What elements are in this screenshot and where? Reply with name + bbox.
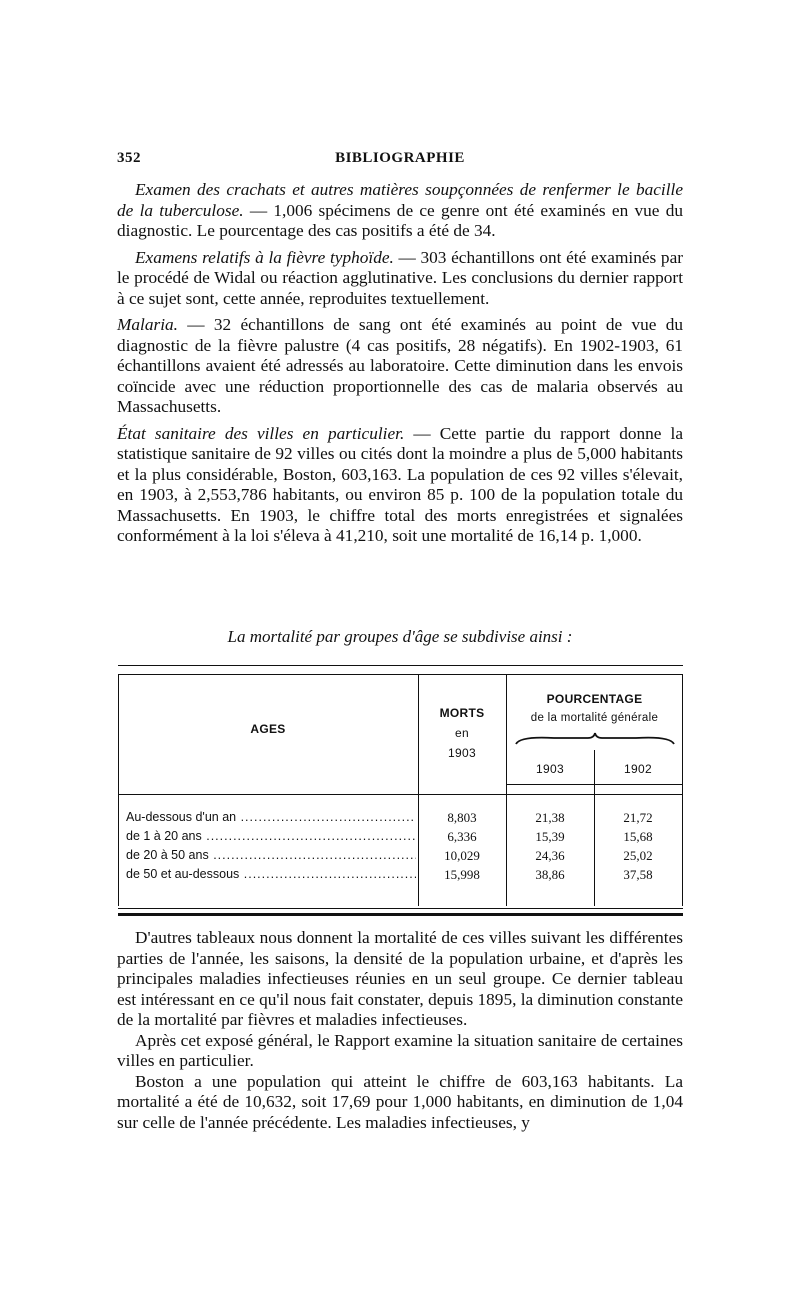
pct-1903-value: 24,36 — [535, 848, 565, 863]
paragraph-sanitary-state — [117, 424, 683, 547]
paragraph-typhoid — [117, 248, 683, 310]
pct-1903-value: 38,86 — [535, 867, 565, 882]
header-ages: AGES — [250, 722, 286, 736]
paragraph-other-tables: D'autres tableaux nous donnent la mortalité de ces villes suivant les différentes parties de l'année, les saisons, la densité de la population urbaine, et d'après les principales maladies infectieuses réunies en un seul groupe. Ce dernier tableau est intéressant en ce qu'il nous fait constater, depuis 1895, la diminution constante de la mortalité par fièvres et maladies infectieuses. — [117, 928, 683, 1029]
paragraph-boston: Boston a une population qui atteint le chiffre de 603,163 habitants. La mortalité a été de 10,632, soit 17,69 pour 1,000 habitants, en diminution de 1,04 sur celle de l'année précédente. Les maladies infectieuses, y — [117, 1071, 683, 1132]
header-year-1903: 1903 — [536, 762, 564, 776]
table-row — [118, 810, 683, 828]
paragraph-body: — 1,006 spécimens de ce genre ont été examinés en vue du diagnostic. Le pourcentage des cas positifs a été de 34. — [117, 200, 683, 240]
paragraph-general-overview: Après cet exposé général, le Rapport examine la situation sanitaire de certaines villes en particulier. — [117, 1030, 683, 1070]
deaths-value: 8,803 — [447, 810, 477, 825]
paragraph-sputum — [117, 180, 683, 242]
pct-1902-value: 37,58 — [623, 867, 653, 882]
header-year-1902: 1902 — [624, 762, 652, 776]
header-morts: MORTS — [439, 706, 485, 720]
page-number: 352 — [117, 150, 141, 166]
pct-1903-value: 15,39 — [535, 829, 565, 844]
paragraph-lead: Examen des crachats et autres matières soupçonnées de renfermer le bacille de la tuberculose. — [117, 180, 683, 220]
table-row — [118, 848, 683, 866]
age-label: de 50 et au-dessous ..... — [126, 867, 416, 881]
deaths-value: 15,998 — [444, 867, 480, 882]
paragraph-lead: Examens relatifs à la fièvre typhoïde. — [135, 247, 394, 267]
header-pourcentage: POURCENTAGE — [546, 692, 643, 706]
table-caption: La mortalité par groupes d'âge se subdivise ainsi : — [227, 627, 573, 646]
header-morts-year: 1903 — [448, 746, 476, 760]
body-text-upper — [117, 180, 683, 547]
table-row — [118, 829, 683, 847]
paragraph-body: — 303 échantillons ont été examinés par le procédé de Widal ou réaction agglutinative. Les conclusions du dernier rapport à ce sujet sont, cette année, reproduites textuellement. — [117, 247, 683, 308]
page-header — [117, 150, 683, 174]
paragraph-lead: État sanitaire des villes en particulier. — [117, 423, 405, 443]
mortality-table — [118, 665, 683, 916]
header-morts-en: en — [455, 726, 469, 740]
age-label: de 1 à 20 ans ..... — [126, 829, 416, 843]
header-mortalite-generale: de la mortalité générale — [530, 712, 659, 724]
paragraph-lead: Malaria. — [117, 315, 178, 334]
age-label: Au-dessous d'un an ..... — [126, 810, 416, 824]
paragraph-body: — Cette partie du rapport donne la statistique sanitaire de 92 villes ou cités dont la moindre a plus de 5,000 habitants et la plus considérable, Boston, 603,163. La population de ces 92 villes s'élevait, en 1903, à 2,553,786 habitants, ou environ 85 p. 100 de la population totale du Massachusetts. En 1903, le chiffre total des morts enregistrées et signalées conformément à la loi s'éleva à 41,210, soit une mortalité de 16,14 p. 1,000. — [117, 423, 683, 545]
header-bottom-rule — [118, 794, 683, 795]
deaths-value: 6,336 — [447, 829, 477, 844]
pct-1902-value: 15,68 — [623, 829, 653, 844]
age-label: de 20 à 50 ans ..... — [126, 848, 416, 862]
paragraph-body: — 32 échantillons de sang ont été examinés au point de vue du diagnostic de la fièvre palustre (4 cas positifs, 28 négatifs). En 1902-1903, 61 échantillons avaient été adressés au laboratoire. Cette diminution dans les envois coïncide avec une réduction proportionnelle des cas de malaria observés au Massachusetts. — [117, 315, 683, 416]
pct-1903-value: 21,38 — [535, 810, 565, 825]
pct-1902-value: 25,02 — [623, 848, 653, 863]
paragraph-malaria — [117, 315, 683, 418]
pct-1902-value: 21,72 — [623, 810, 653, 825]
body-text-lower — [117, 928, 683, 1133]
running-title: BIBLIOGRAPHIE — [335, 150, 465, 166]
table-row — [118, 867, 683, 885]
year-header-rule — [506, 784, 683, 785]
brace-icon — [514, 732, 676, 746]
deaths-value: 10,029 — [444, 848, 480, 863]
